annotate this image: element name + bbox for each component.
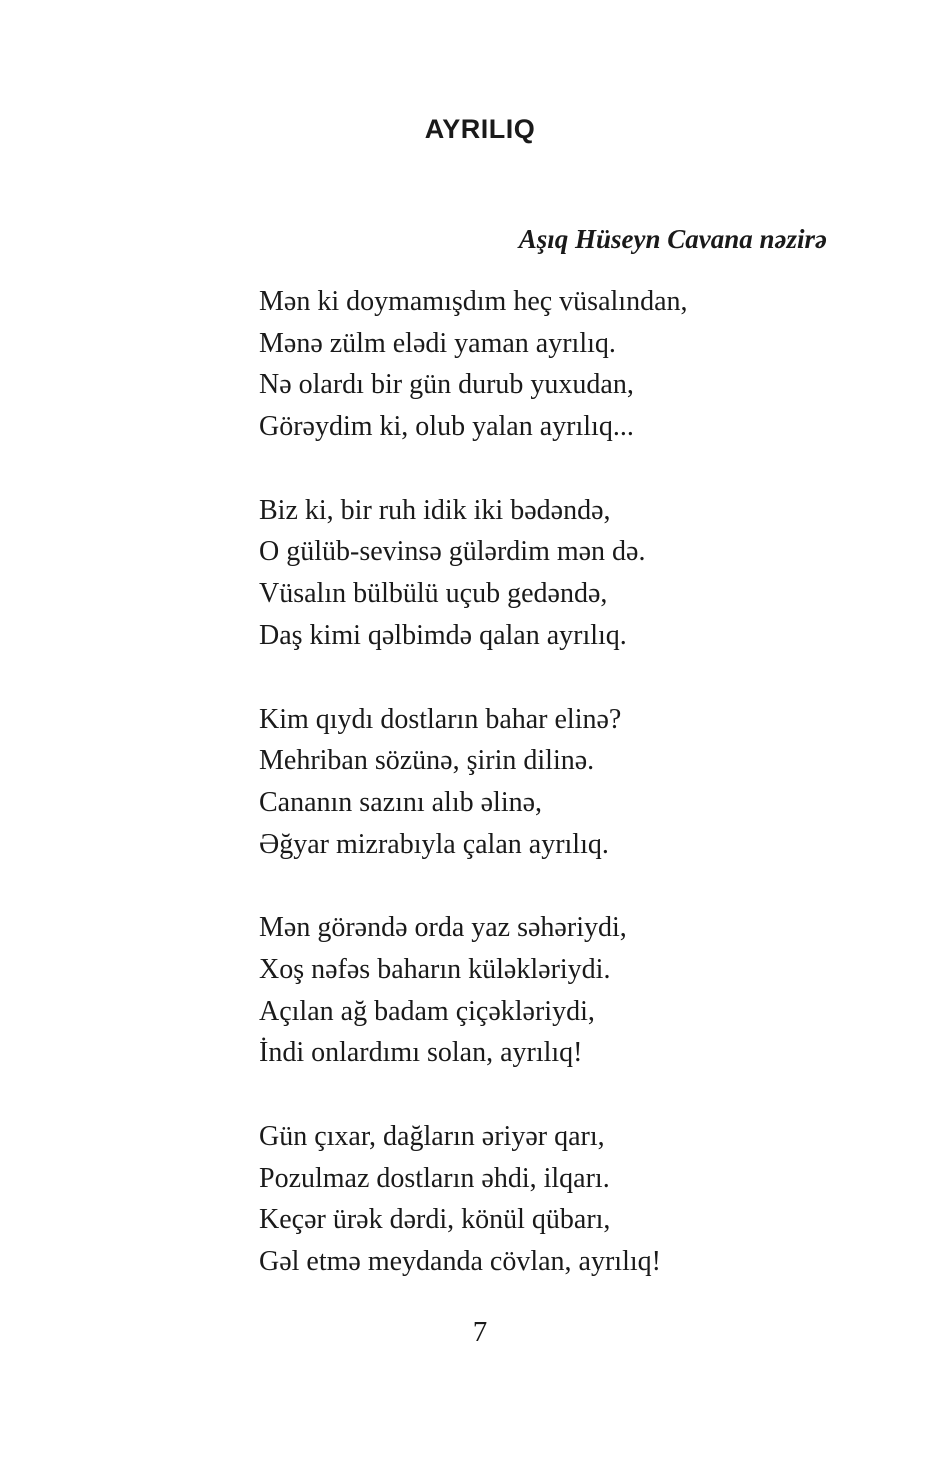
poem-line: Pozulmaz dostların əhdi, ilqarı. bbox=[259, 1162, 610, 1194]
poem-line: Mehriban sözünə, şirin dilinə. bbox=[259, 745, 595, 777]
poem-line: Açılan ağ badam çiçəkləriydi, bbox=[259, 995, 595, 1027]
dedication: Aşıq Hüseyn Cavana nəzirə bbox=[518, 224, 827, 254]
poem-line: Vüsalın bülbülü uçub gedəndə, bbox=[259, 578, 608, 610]
poem bbox=[259, 281, 819, 1283]
poem-line: Biz ki, bir ruh idik iki bədəndə, bbox=[259, 494, 611, 526]
poem-line: Gəl etmə meydanda cövlan, ayrılıq! bbox=[259, 1246, 661, 1278]
poem-line: Mənə zülm elədi yaman ayrılıq. bbox=[259, 327, 616, 359]
poem-line: Mən ki doymamışdım heç vüsalından, bbox=[259, 286, 688, 317]
poem-line: Mən görəndə orda yaz səhəriydi, bbox=[259, 912, 627, 944]
page-title: AYRILIQ bbox=[424, 114, 536, 144]
poem-line: Görəydim ki, olub yalan ayrılıq... bbox=[259, 411, 634, 443]
poem-line: Gün çıxar, dağların əriyər qarı, bbox=[259, 1121, 605, 1152]
poem-line: O gülüb-sevinsə gülərdim mən də. bbox=[259, 536, 646, 568]
poem-line: Cananın sazını alıb əlinə, bbox=[259, 786, 543, 818]
poem-line: Əğyar mizrabıyla çalan ayrılıq. bbox=[259, 828, 609, 860]
stanza bbox=[259, 1116, 819, 1283]
poem-line: Daş kimi qəlbimdə qalan ayrılıq. bbox=[259, 619, 627, 651]
poem-line: Keçər ürək dərdi, könül qübarı, bbox=[259, 1204, 611, 1236]
poem-line: Nə olardı bir gün durub yuxudan, bbox=[259, 369, 634, 401]
stanza bbox=[259, 907, 819, 1074]
poem-line: İndi onlardımı solan, ayrılıq! bbox=[259, 1037, 583, 1069]
poem-line: Xoş nəfəs baharın küləkləriydi. bbox=[259, 953, 611, 985]
stanza bbox=[259, 281, 819, 448]
stanza bbox=[259, 490, 819, 657]
poem-line: Kim qıydı dostların bahar elinə? bbox=[259, 703, 622, 735]
stanza bbox=[259, 699, 819, 866]
page-number: 7 bbox=[472, 1316, 488, 1348]
